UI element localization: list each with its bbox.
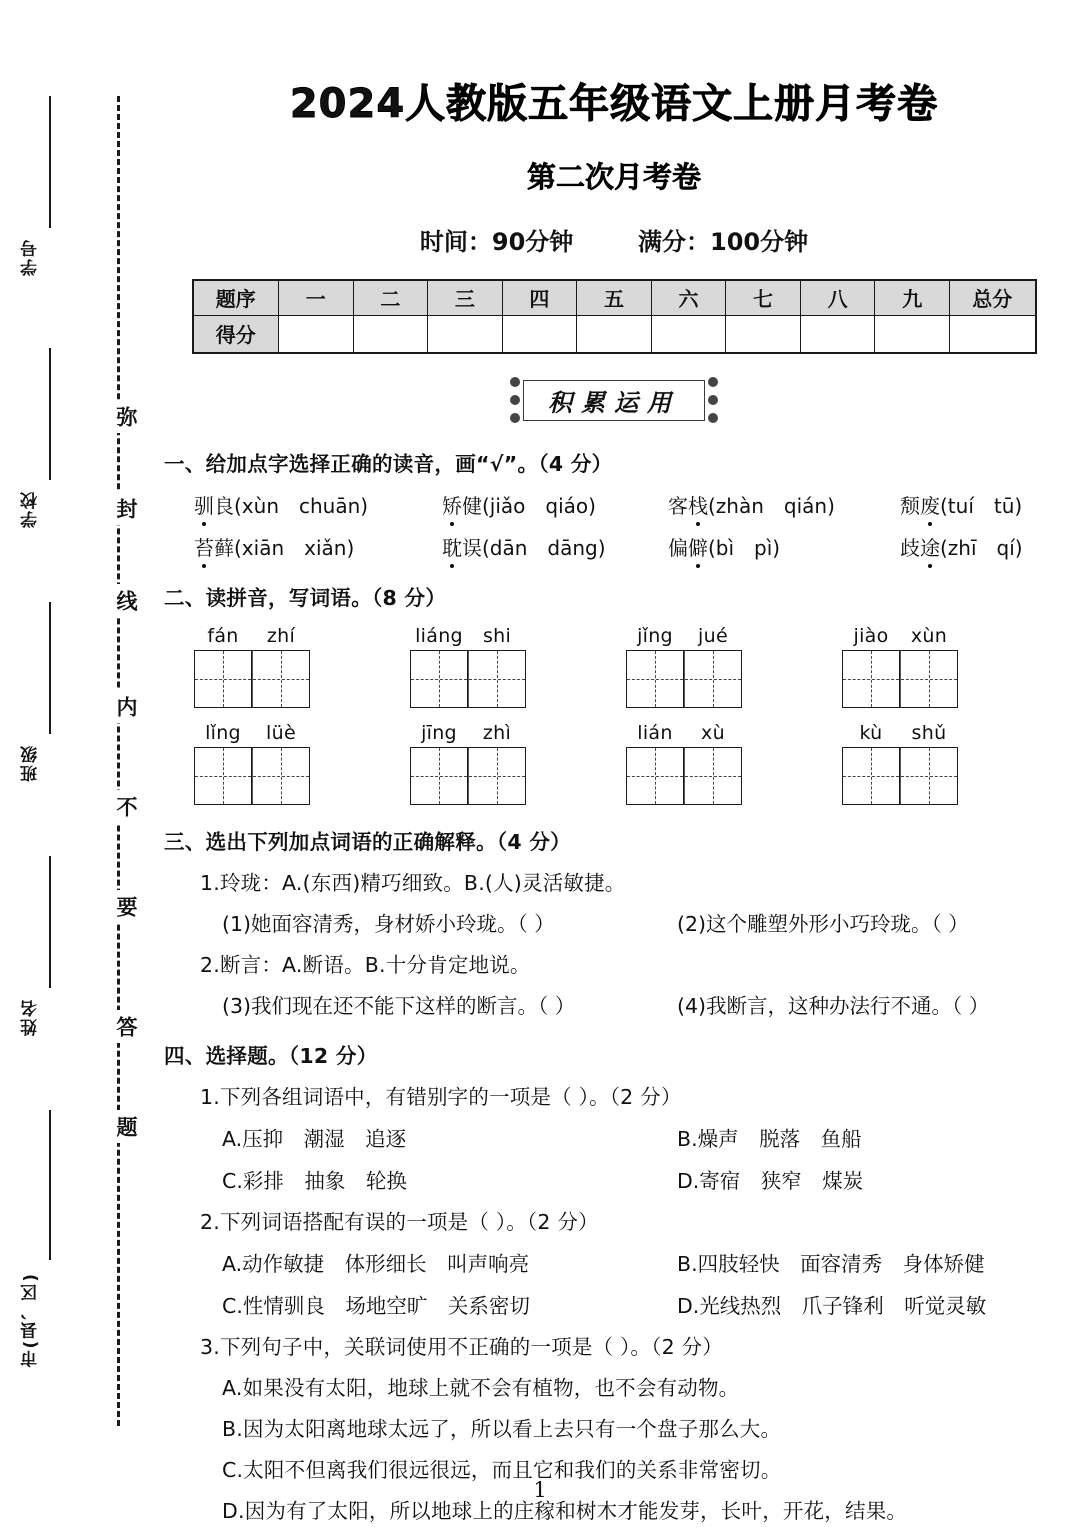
q4-sub1-options-cd — [222, 1164, 1068, 1194]
q1-item-8-pinyin: (zhī qí) — [940, 536, 1023, 560]
score-cell-total[interactable] — [950, 315, 1036, 353]
page-number: 1 — [533, 1478, 547, 1502]
q1-item-4-dotted-char: 废 — [920, 490, 940, 519]
tianzige-box[interactable] — [468, 650, 526, 708]
q4-sub3-option-c[interactable]: C.太阳不但离我们很远很远，而且它和我们的关系非常密切。 — [222, 1458, 782, 1482]
q4-sub2-options-cd — [222, 1289, 1068, 1319]
q2-word-7[interactable] — [626, 722, 742, 805]
score-col-4: 四 — [502, 280, 577, 315]
seal-char-da: 答 — [100, 1010, 136, 1043]
tianzige-box[interactable] — [252, 747, 310, 805]
seal-dashed-line — [117, 96, 120, 1426]
q1-item-7[interactable] — [668, 532, 900, 561]
q2-word-4-pinyin-2: xùn — [910, 625, 948, 647]
q2-grid-row-1 — [160, 625, 1068, 708]
q1-item-5-dotted-char: 苔 — [194, 532, 214, 561]
q4-sub1-option-b[interactable]: B.燥声 脱落 鱼船 — [677, 1127, 862, 1151]
q2-word-8-pinyin-1: kù — [859, 722, 883, 744]
q4-sub3-option-d[interactable]: D.因为有了太阳，所以地球上的庄稼和树木才能发芽，长叶，开花，结果。 — [222, 1499, 908, 1523]
seal-char-yao: 要 — [100, 890, 136, 923]
q1-item-7-pinyin: (bì pì) — [708, 536, 781, 560]
score-cell-9[interactable] — [875, 315, 950, 353]
q1-item-2[interactable] — [442, 490, 668, 519]
score-table — [192, 279, 1037, 354]
sidebar-rule — [49, 96, 51, 228]
q1-item-4-pinyin: (tuí tū) — [940, 494, 1023, 518]
q1-item-5[interactable] — [194, 532, 442, 561]
q4-sub3-option-b[interactable]: B.因为太阳离地球太远了，所以看上去只有一个盘子那么大。 — [222, 1417, 782, 1441]
q1-item-4-char-a: 颓 — [900, 494, 920, 518]
q2-word-7-pinyin-1: lián — [637, 722, 673, 744]
q1-item-2-dotted-char: 矫 — [442, 490, 462, 519]
q4-sub3-stem: 3.下列句子中，关联词使用不正确的一项是（ ）。（2 分） — [200, 1335, 723, 1359]
score-cell-3[interactable] — [428, 315, 503, 353]
q2-word-8[interactable] — [842, 722, 958, 805]
q4-sub2-stem: 2.下列词语搭配有误的一项是（ ）。（2 分） — [200, 1210, 599, 1234]
question-1-row-1 — [194, 490, 1068, 519]
question-1-row-2 — [194, 532, 1068, 561]
q2-word-1-pinyin-1: fán — [207, 625, 239, 647]
tianzige-box[interactable] — [468, 747, 526, 805]
seal-char-ti: 题 — [100, 1110, 136, 1143]
q1-item-8-dotted-char: 途 — [920, 532, 940, 561]
seal-char-xian: 线 — [100, 584, 136, 617]
seal-char-mi: 弥 — [100, 400, 136, 433]
score-col-total: 总分 — [950, 280, 1036, 315]
badge-wave-top-icon — [514, 369, 714, 380]
q2-word-5[interactable] — [194, 722, 310, 805]
score-cell-7[interactable] — [726, 315, 801, 353]
sidebar-rule — [49, 1110, 51, 1260]
q2-word-3-pinyin-1: jǐng — [637, 625, 673, 647]
section-badge — [514, 374, 714, 427]
sidebar-label-shi-xian-qu: 市(县、区) — [21, 1272, 41, 1368]
q1-item-6-char-b: 误 — [462, 536, 482, 560]
q1-item-8[interactable] — [900, 532, 1023, 561]
badge-wave-right-icon — [708, 374, 719, 427]
sidebar-label-xuehao: 学号 — [21, 238, 41, 276]
sidebar-rule — [49, 602, 51, 734]
q1-item-3-dotted-char: 栈 — [688, 490, 708, 519]
score-cell-4[interactable] — [502, 315, 577, 353]
q1-item-1-dotted-char: 驯 — [194, 490, 214, 519]
q3-sentences-2 — [222, 989, 1068, 1019]
score-col-2: 二 — [353, 280, 428, 315]
tianzige-box[interactable] — [842, 747, 900, 805]
sidebar-rule — [49, 348, 51, 480]
tianzige-box[interactable] — [900, 747, 958, 805]
sidebar-label-xuexiao: 学校 — [21, 490, 41, 528]
q3-sentence-2[interactable]: (2)这个雕塑外形小巧玲珑。（ ） — [677, 912, 969, 936]
tianzige-box[interactable] — [684, 650, 742, 708]
tianzige-box[interactable] — [626, 650, 684, 708]
tianzige-box[interactable] — [410, 747, 468, 805]
section-badge-wrap — [160, 374, 1068, 427]
question-4-heading: 四、选择题。（12 分） — [164, 1044, 378, 1068]
q4-sub2-option-c[interactable]: C.性情驯良 场地空旷 关系密切 — [222, 1294, 530, 1318]
q4-sub1-stem: 1.下列各组词语中，有错别字的一项是（ ）。（2 分） — [200, 1085, 682, 1109]
sidebar-rule — [49, 856, 51, 988]
score-table-rowhead-points: 得分 — [193, 315, 279, 353]
score-cell-1[interactable] — [279, 315, 354, 353]
q1-item-7-char-a: 偏 — [668, 536, 688, 560]
score-table-body-row — [193, 315, 1036, 353]
q1-item-3-pinyin: (zhàn qián) — [708, 494, 835, 518]
badge-wave-left-icon — [509, 374, 520, 427]
q2-word-6[interactable] — [410, 722, 526, 805]
score-col-8: 八 — [800, 280, 875, 315]
q1-item-3-char-a: 客 — [668, 494, 688, 518]
q1-item-1[interactable] — [194, 490, 442, 519]
q4-sub3-option-a[interactable]: A.如果没有太阳，地球上就不会有植物，也不会有动物。 — [222, 1376, 740, 1400]
time-label: 时间：90分钟 — [419, 228, 574, 256]
question-3-heading: 三、选出下列加点词语的正确解释。（4 分） — [164, 830, 571, 854]
q4-sub1-options-ab — [222, 1122, 1068, 1152]
tianzige-box[interactable] — [684, 747, 742, 805]
tianzige-box[interactable] — [410, 650, 468, 708]
tianzige-box[interactable] — [252, 650, 310, 708]
seal-sidebar — [0, 0, 150, 1527]
q3-sentences-1 — [222, 907, 1068, 937]
q4-sub1-option-d[interactable]: D.寄宿 狭窄 煤炭 — [677, 1169, 864, 1193]
q4-sub2-option-a[interactable]: A.动作敏捷 体形细长 叫声响亮 — [222, 1252, 530, 1276]
q2-word-4[interactable] — [842, 625, 958, 708]
q1-item-1-pinyin: (xùn chuān) — [234, 494, 369, 518]
seal-char-nei: 内 — [100, 690, 136, 723]
q1-item-1-char-b: 良 — [214, 494, 234, 518]
q2-word-7-pinyin-2: xù — [701, 722, 725, 744]
q1-item-5-pinyin: (xiān xiǎn) — [234, 536, 355, 560]
q2-word-3[interactable] — [626, 625, 742, 708]
full-score-label: 满分：100分钟 — [638, 228, 809, 256]
q2-word-5-pinyin-2: lüè — [266, 722, 296, 744]
score-cell-6[interactable] — [651, 315, 726, 353]
sidebar-label-banji: 班级 — [21, 744, 41, 782]
tianzige-box[interactable] — [842, 650, 900, 708]
score-col-7: 七 — [726, 280, 801, 315]
q4-sub2-option-d[interactable]: D.光线热烈 爪子锋利 听觉灵敏 — [677, 1294, 987, 1318]
q1-item-2-pinyin: (jiǎo qiáo) — [482, 494, 596, 518]
exam-page — [150, 0, 1080, 1527]
q2-word-6-pinyin-1: jīng — [421, 722, 457, 744]
exam-meta — [160, 222, 1068, 257]
score-cell-2[interactable] — [353, 315, 428, 353]
badge-wave-bottom-icon — [514, 421, 714, 432]
q2-word-1[interactable] — [194, 625, 310, 708]
q3-definition-1: 1.玲珑：A.(东西)精巧细致。B.(人)灵活敏捷。 — [200, 871, 626, 895]
score-col-5: 五 — [577, 280, 652, 315]
q2-word-2-pinyin-1: liáng — [415, 625, 463, 647]
score-col-9: 九 — [875, 280, 950, 315]
q1-item-8-char-a: 歧 — [900, 536, 920, 560]
question-1-heading: 一、给加点字选择正确的读音，画“√”。（4 分） — [164, 452, 613, 476]
q2-grid-row-2 — [160, 722, 1068, 805]
score-col-6: 六 — [651, 280, 726, 315]
tianzige-box[interactable] — [900, 650, 958, 708]
q1-item-7-dotted-char: 僻 — [688, 532, 708, 561]
q2-word-6-pinyin-2: zhì — [482, 722, 512, 744]
sidebar-label-xingming: 姓名 — [21, 998, 41, 1036]
score-col-3: 三 — [428, 280, 503, 315]
score-table-rowhead-order: 题序 — [193, 280, 279, 315]
q2-word-2-pinyin-2: shi — [482, 625, 512, 647]
q1-item-5-char-b: 藓 — [214, 536, 234, 560]
seal-char-bu: 不 — [100, 790, 136, 823]
q2-word-1-pinyin-2: zhí — [266, 625, 296, 647]
q3-sentence-4[interactable]: (4)我断言，这种办法行不通。（ ） — [677, 994, 990, 1018]
q2-word-3-pinyin-2: jué — [698, 625, 728, 647]
score-col-1: 一 — [279, 280, 354, 315]
q1-item-2-char-b: 健 — [462, 494, 482, 518]
page-title: 2024人教版五年级语文上册月考卷 — [289, 81, 939, 127]
q1-item-4[interactable] — [900, 490, 1022, 519]
q3-definition-2: 2.断言：A.断语。B.十分肯定地说。 — [200, 953, 531, 977]
q3-sentence-3[interactable]: (3)我们现在还不能下这样的断言。（ ） — [222, 994, 576, 1018]
q4-sub2-option-b[interactable]: B.四肢轻快 面容清秀 身体矫健 — [677, 1252, 985, 1276]
question-2-heading: 二、读拼音，写词语。（8 分） — [164, 586, 447, 610]
q2-word-5-pinyin-1: lǐng — [205, 722, 241, 744]
tianzige-box[interactable] — [194, 747, 252, 805]
seal-char-feng: 封 — [100, 492, 136, 525]
q4-sub1-option-c[interactable]: C.彩排 抽象 轮换 — [222, 1169, 407, 1193]
q1-item-3[interactable] — [668, 490, 900, 519]
score-table-header-row — [193, 280, 1036, 315]
page-subtitle: 第二次月考卷 — [526, 160, 701, 194]
section-badge-label: 积累运用 — [548, 388, 680, 417]
score-cell-5[interactable] — [577, 315, 652, 353]
q2-word-8-pinyin-2: shǔ — [911, 722, 947, 744]
q2-word-4-pinyin-1: jiào — [853, 625, 889, 647]
tianzige-box[interactable] — [626, 747, 684, 805]
q2-word-2[interactable] — [410, 625, 526, 708]
q4-sub1-option-a[interactable]: A.压抑 潮湿 追逐 — [222, 1127, 407, 1151]
q1-item-6-pinyin: (dān dāng) — [482, 536, 606, 560]
q1-item-6-dotted-char: 耽 — [442, 532, 462, 561]
q3-sentence-1[interactable]: (1)她面容清秀，身材娇小玲珑。（ ） — [222, 912, 555, 936]
score-cell-8[interactable] — [800, 315, 875, 353]
tianzige-box[interactable] — [194, 650, 252, 708]
q1-item-6[interactable] — [442, 532, 668, 561]
q4-sub2-options-ab — [222, 1247, 1068, 1277]
